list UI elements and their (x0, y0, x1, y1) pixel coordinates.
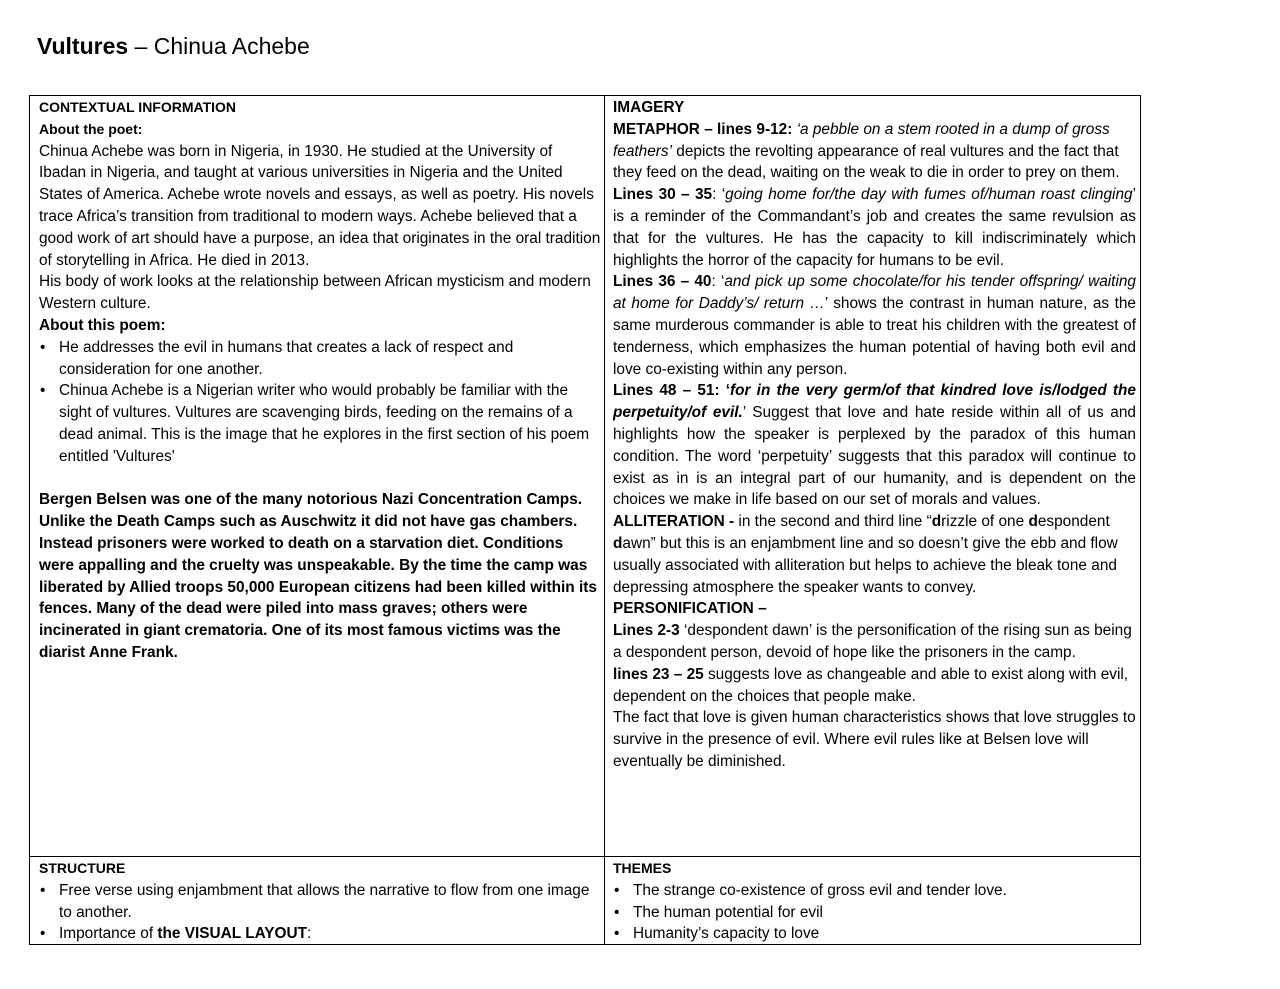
notes-table (29, 95, 1141, 945)
lines-36-40-paragraph (613, 271, 1136, 380)
list-item: • Chinua Achebe is a Nigerian writer who would probably be familiar with the sight of vultures. Vultures are scavenging birds, feeding on the remains of a dead animal. This is the image that he explores in the first section of his poem entitled 'Vultures' (39, 380, 601, 467)
lines-23-25-paragraph (613, 664, 1136, 708)
title-author: – Chinua Achebe (128, 33, 310, 59)
alliteration-text-4: awn” but this is an enjambment line and so doesn’t give the ebb and flow usually associated with alliteration but helps to achieve the bleak tone and depressing atmosphere the speaker wants to convey. (613, 534, 1118, 596)
personification-heading: PERSONIFICATION – (613, 600, 767, 618)
title-poem-name: Vultures (37, 33, 129, 59)
about-poem-heading: About this poem: (39, 316, 166, 334)
lines-2-3-label: Lines 2-3 (613, 622, 680, 640)
page-title (37, 30, 310, 62)
lines-36-40-quote: and pick up some chocolate/for his tender offspring/ waiting at home for Daddy’s/ return … (613, 273, 1136, 313)
lines-48-51-paragraph (613, 380, 1136, 511)
lines-48-51-label: Lines 48 – 51: ‘ (613, 382, 731, 400)
context-cell (39, 97, 601, 855)
about-poet-text: Chinua Achebe was born in Nigeria, in 1930. He studied at the University of Ibadan in Nigeria, and taught at various universities in Nigeria and the United States of America. Achebe wrote novels and essays, as well as poetry. His novels trace Africa’s transition from traditional to modern ways. Achebe believed that a good work of art should have a purpose, an idea that originates in the oral tradition of storytelling in Africa. He died in 2013. (39, 142, 601, 269)
list-item: • He addresses the evil in humans that creates a lack of respect and consideration for one another. (39, 337, 601, 381)
list-item: • The strange co-existence of gross evil and tender love. (613, 880, 1136, 902)
themes-cell (613, 858, 1136, 944)
themes-heading: THEMES (613, 860, 672, 876)
list-item (39, 923, 601, 944)
context-heading: CONTEXTUAL INFORMATION (39, 99, 237, 115)
alliteration-text-2: rizzle of one (941, 513, 1029, 531)
lines-36-40-colon: : ‘ (711, 273, 725, 291)
lines-23-25-text: suggests love as changeable and able to exist along with evil, dependent on the choices that people make. (613, 665, 1129, 705)
lines-30-35-quote: going home for/the day with fumes of/human roast clinging (725, 186, 1133, 204)
visual-layout-pre: Importance of (59, 925, 158, 943)
list-item: • Free verse using enjambment that allows the narrative to flow from one image to another. (39, 880, 601, 924)
spacer (39, 468, 601, 490)
lines-48-51-quote: for in the very germ/of that kindred love is/lodged the perpetuity/of evil. (613, 382, 1136, 422)
structure-cell (39, 858, 601, 944)
belsen-paragraph: Bergen Belsen was one of the many notorious Nazi Concentration Camps. Unlike the Death Camps such as Auschwitz it did not have gas chambers. Instead prisoners were worked to death on a starvation diet. Conditions were appalling and the cruelty was unspeakable. By the time the camp was liberated by Allied troops 50,000 European citizens had been killed within its fences. Many of the dead were piled into mass graves; others were incinerated in giant crematoria. One of its most famous victims was the diarist Anne Frank. (39, 491, 597, 661)
row-divider (30, 856, 1140, 857)
visual-layout-bold: the VISUAL LAYOUT (157, 925, 308, 943)
lines-30-35-paragraph (613, 184, 1136, 271)
metaphor-paragraph (613, 119, 1136, 184)
structure-list (39, 880, 601, 944)
list-item: • Humanity’s capacity to love (613, 923, 1136, 944)
lines-36-40-text: ’ shows the contrast in human nature, as the same murderous commander is able to treat his children with the greatest of tenderness, which emphasizes the human potential of having both evil and love co-existing within any person. (613, 295, 1136, 378)
alliteration-letter: d (931, 513, 942, 531)
structure-heading: STRUCTURE (39, 860, 126, 876)
lines-48-51-text: ’ Suggest that love and hate reside within all of us and highlights how the speaker is perplexed by the paradox of this human condition. The word ‘perpetuity’ suggests that this paradox will continue to exist as in is an integral part of our humanity, and is dependent on the choices we make in life based on our set of morals and values. (613, 404, 1136, 509)
metaphor-label: METAPHOR – lines 9-12: (613, 120, 793, 138)
alliteration-paragraph (613, 511, 1136, 598)
visual-layout-post: : (307, 925, 312, 943)
lines-30-35-label: Lines 30 – 35 (613, 186, 713, 204)
lines-2-3-text: ‘despondent dawn’ is the personification of the rising sun as being a despondent person, devoid of hope like the prisoners in the camp. (613, 622, 1132, 661)
alliteration-letter: d (1028, 513, 1038, 531)
alliteration-text-3: espondent (1037, 513, 1110, 531)
metaphor-text: depicts the revolting appearance of real vultures and the fact that they feed on the dead, waiting on the weak to die in order to prey on them. (613, 142, 1120, 182)
imagery-heading: IMAGERY (613, 99, 685, 116)
lines-2-3-paragraph (613, 620, 1136, 664)
imagery-cell (613, 97, 1136, 855)
lines-23-25-label: lines 23 – 25 (613, 665, 704, 683)
alliteration-label: ALLITERATION - (613, 513, 735, 531)
alliteration-letter: d (613, 534, 623, 552)
lines-30-35-colon: : ‘ (712, 186, 726, 204)
list-item: • The human potential for evil (613, 902, 1136, 924)
about-poet-heading: About the poet: (39, 120, 143, 137)
about-poem-list (39, 337, 601, 468)
lines-36-40-label: Lines 36 – 40 (613, 273, 712, 291)
metaphor-quote: ‘a pebble on a stem rooted in a dump of gross feathers’ (613, 120, 1110, 160)
alliteration-text-1: in the second and third line “ (734, 513, 932, 531)
love-paragraph: The fact that love is given human characteristics shows that love struggles to survive in the presence of evil. Where evil rules like at Belsen love will eventually be diminished. (613, 709, 1136, 770)
column-divider (604, 96, 605, 944)
themes-list (613, 880, 1136, 944)
about-poet-text-2: His body of work looks at the relationship between African mysticism and modern Western culture. (39, 273, 591, 313)
lines-30-35-text: ’ is a reminder of the Commandant’s job and creates the same revulsion as that for the vultures. He has the capacity to kill indiscriminately which highlights the horror of the capacity for humans to be evil. (613, 186, 1136, 269)
